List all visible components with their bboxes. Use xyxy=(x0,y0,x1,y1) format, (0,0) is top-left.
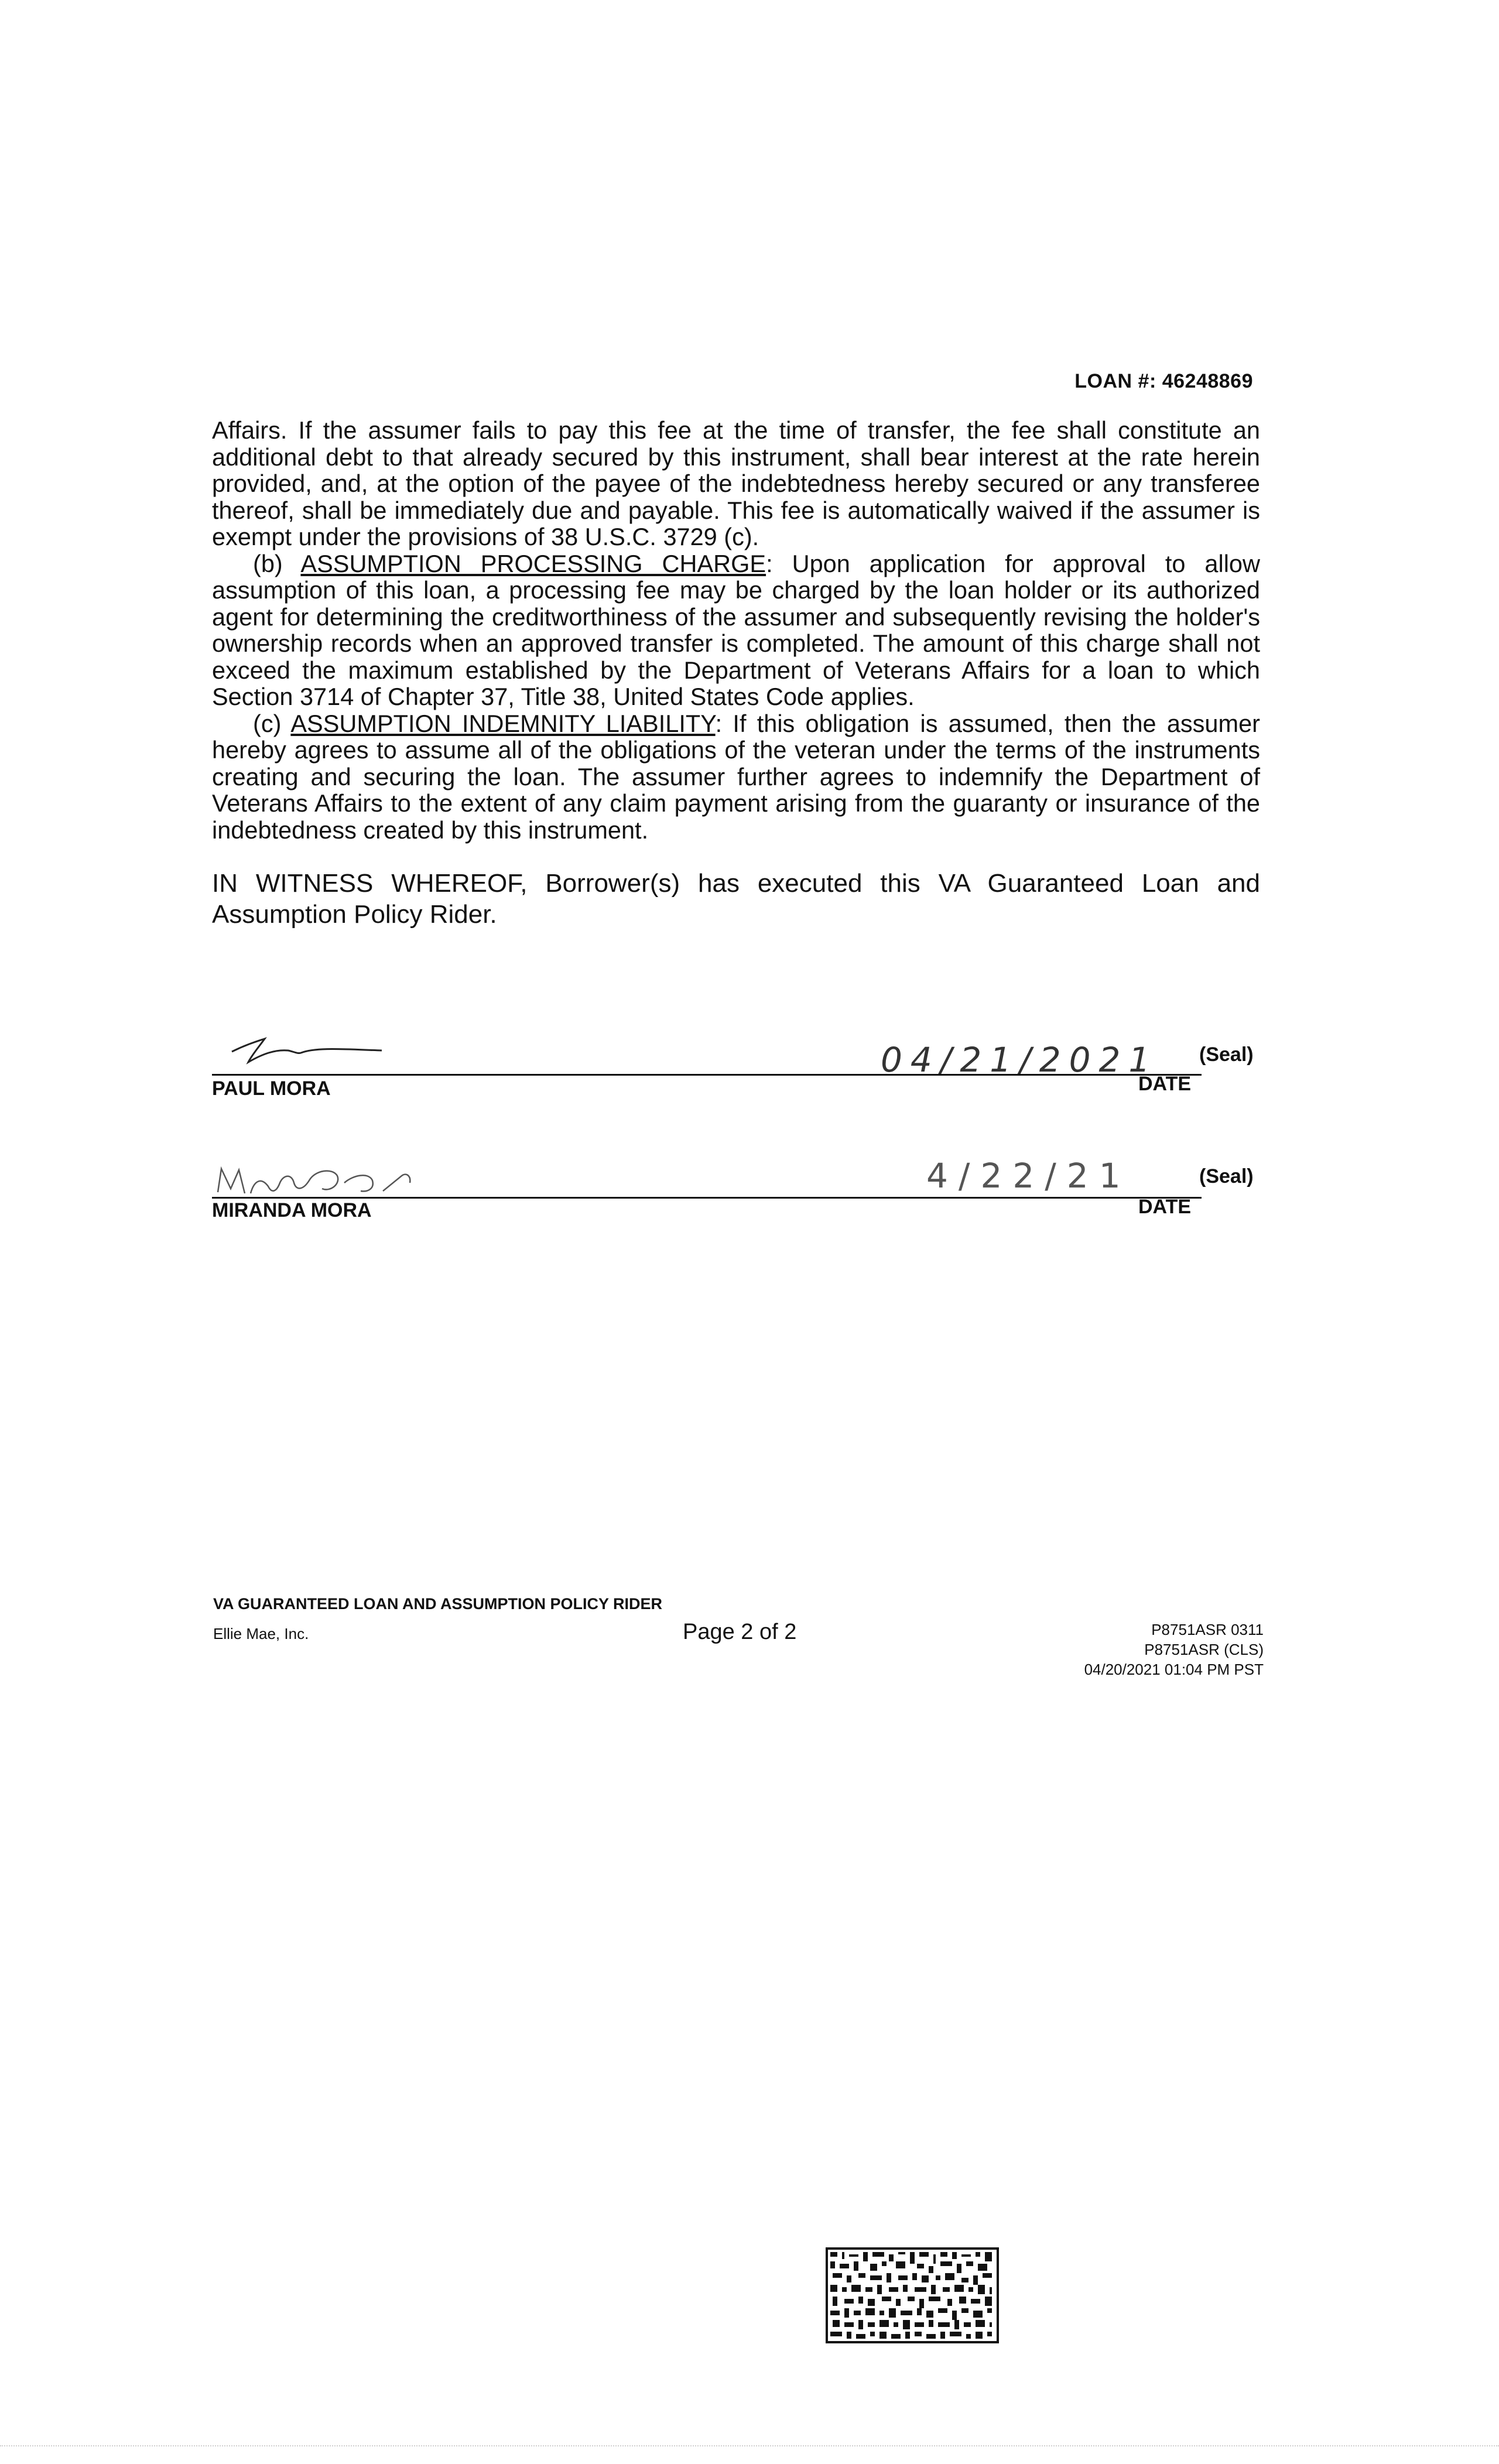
loan-number: LOAN #: 46248869 xyxy=(1074,370,1253,392)
signature-line xyxy=(212,1197,1202,1199)
form-title: VA GUARANTEED LOAN AND ASSUMPTION POLICY RIDER xyxy=(213,1595,663,1613)
2d-barcode-icon xyxy=(826,2247,999,2343)
date-label: DATE xyxy=(1138,1073,1192,1095)
paragraph-fee-continuation: Affairs. If the assumer fails to pay this fee at the time of transfer, the fee shall constitute an additional debt to that already secured by this instrument, shall bear interest at the rate herein provided, and, at the option of the payee of the indebtedness hereby secured or any transferee thereof, shall be immediately due and payable. This fee is automatically waived if the assumer is exempt under the provisions of 38 U.S.C. 3729 (c). xyxy=(212,416,1260,550)
paul-mora-signature xyxy=(228,1034,386,1069)
rider-body xyxy=(212,417,1260,843)
print-timestamp: 04/20/2021 01:04 PM PST xyxy=(1084,1661,1264,1678)
signer-name: MIRANDA MORA xyxy=(212,1199,372,1221)
signature-line xyxy=(212,1074,1202,1076)
paragraph-processing-charge xyxy=(212,550,1260,710)
handwritten-date-text: 4/22/21 xyxy=(926,1156,1131,1196)
indemnity-liability-text: : If this obligation is assumed, then the assumer hereby agrees to assume all of the obligations of the veteran under the terms of the instruments creating and securing the loan. The assumer further agrees to indemnify the Department of Veterans Affairs to the extent of any claim payment arising from the guaranty or insurance of the indebtedness created by this instrument. xyxy=(212,709,1260,844)
miranda-mora-handwritten-date xyxy=(925,1156,1195,1196)
form-codes xyxy=(1084,1620,1264,1679)
scan-edge-dots xyxy=(0,2445,1499,2449)
page-number: Page 2 of 2 xyxy=(683,1620,797,1644)
paul-mora-handwritten-date xyxy=(878,1040,1206,1080)
seal-label: (Seal) xyxy=(1199,1165,1254,1187)
signer-name: PAUL MORA xyxy=(212,1077,331,1100)
item-prefix: (c) xyxy=(253,709,291,737)
section-heading-indemnity-liability: ASSUMPTION INDEMNITY LIABILITY xyxy=(290,709,716,737)
date-label: DATE xyxy=(1138,1196,1192,1218)
seal-label: (Seal) xyxy=(1199,1043,1254,1066)
form-code: P8751ASR (CLS) xyxy=(1144,1641,1264,1658)
witness-clause: IN WITNESS WHEREOF, Borrower(s) has executed this VA Guaranteed Loan and Assumption Policy Rider. xyxy=(212,869,1260,929)
paragraph-indemnity-liability xyxy=(212,710,1260,844)
processing-charge-text: : Upon application for approval to allow assumption of this loan, a processing fee may be charged by the loan holder or its authorized agent for determining the creditworthiness of the assumer and subsequently revising the holder's ownership records when an approved transfer is completed. The amount of this charge shall not exceed the maximum established by the Department of Veterans Affairs for a loan to which Section 3714 of Chapter 37, Title 38, United States Code applies. xyxy=(212,549,1260,710)
miranda-mora-signature xyxy=(215,1163,415,1202)
handwritten-date-text: 04/21/2021 xyxy=(881,1040,1159,1080)
form-code: P8751ASR 0311 xyxy=(1151,1621,1264,1638)
item-prefix: (b) xyxy=(253,549,301,577)
company-name: Ellie Mae, Inc. xyxy=(213,1625,309,1642)
section-heading-processing-charge: ASSUMPTION PROCESSING CHARGE xyxy=(300,549,766,577)
